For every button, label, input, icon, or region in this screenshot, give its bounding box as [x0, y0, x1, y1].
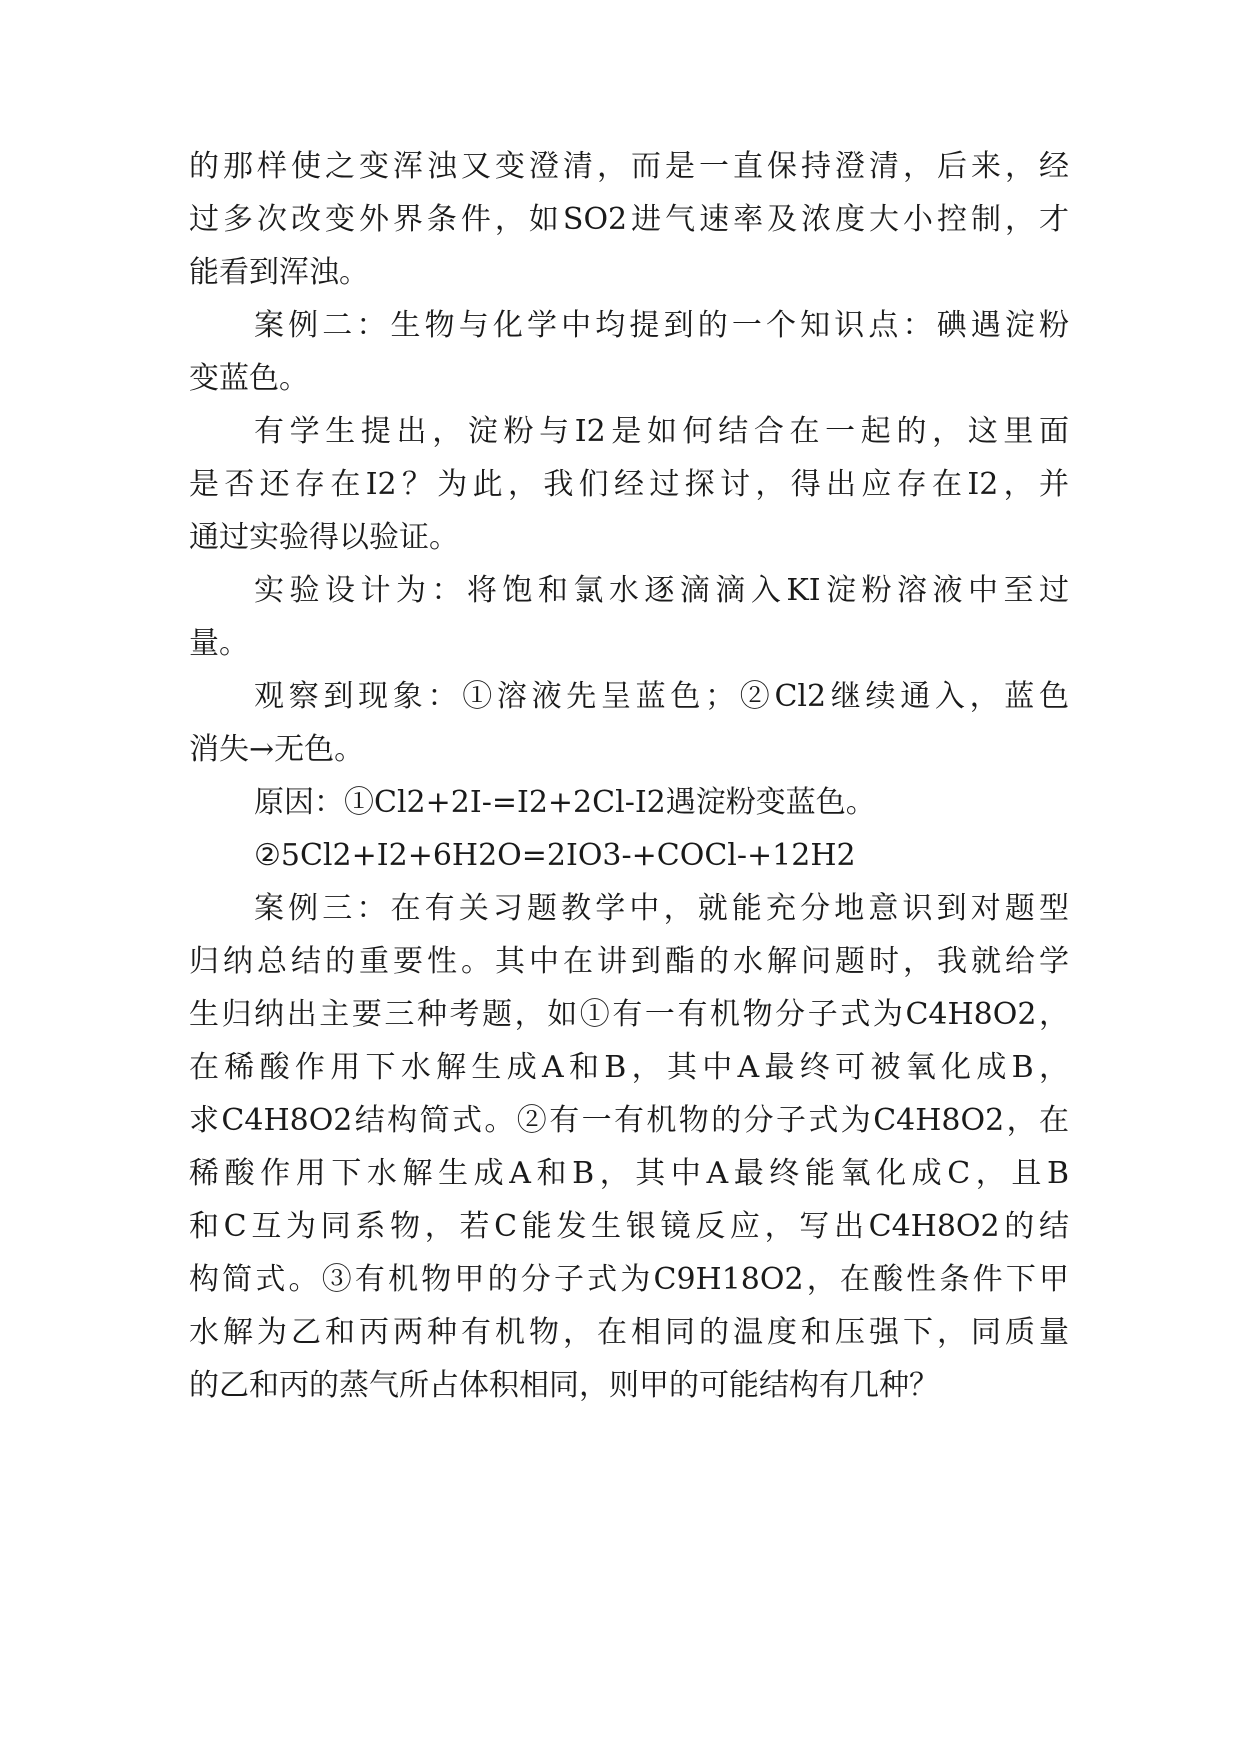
text-line: 实验设计为：将饱和氯水逐滴滴入KI淀粉溶液中至过	[254, 573, 1069, 608]
text-line: 的乙和丙的蒸气所占体积相同，则甲的可能结构有几种？	[189, 1368, 939, 1403]
text-line: 能看到浑浊。	[189, 255, 369, 290]
text-line: ②5Cl2+I2+6H2O=2IO3-+COCl-+12H2	[254, 838, 856, 873]
text-line: 归纳总结的重要性。其中在讲到酯的水解问题时，我就给学	[189, 944, 1069, 979]
text-line: 构简式。③有机物甲的分子式为C9H18O2，在酸性条件下甲	[189, 1262, 1069, 1297]
text-line: 在稀酸作用下水解生成A和B，其中A最终可被氧化成B，	[189, 1050, 1069, 1085]
text-line: 和C互为同系物，若C能发生银镜反应，写出C4H8O2的结	[189, 1209, 1069, 1244]
text-line: 是否还存在I2？为此，我们经过探讨，得出应存在I2，并	[189, 467, 1069, 502]
text-line: 的那样使之变浑浊又变澄清，而是一直保持澄清，后来，经	[189, 149, 1069, 184]
text-line: 观察到现象：①溶液先呈蓝色；②Cl2继续通入，蓝色	[254, 679, 1069, 714]
text-line: 通过实验得以验证。	[189, 520, 459, 555]
text-line: 有学生提出，淀粉与I2是如何结合在一起的，这里面	[254, 414, 1069, 449]
text-line: 消失→无色。	[189, 732, 365, 767]
text-line: 过多次改变外界条件，如SO2进气速率及浓度大小控制，才	[189, 202, 1069, 237]
text-line: 量。	[189, 626, 249, 661]
text-line: 案例二：生物与化学中均提到的一个知识点：碘遇淀粉	[254, 308, 1069, 343]
text-line: 变蓝色。	[189, 361, 309, 396]
text-line: 原因：①Cl2+2I-=I2+2Cl-I2遇淀粉变蓝色。	[254, 785, 876, 820]
text-line: 案例三：在有关习题教学中，就能充分地意识到对题型	[254, 891, 1069, 926]
text-line: 水解为乙和丙两种有机物，在相同的温度和压强下，同质量	[189, 1315, 1069, 1350]
text-line: 稀酸作用下水解生成A和B，其中A最终能氧化成C，且B	[189, 1156, 1069, 1191]
text-line: 求C4H8O2结构简式。②有一有机物的分子式为C4H8O2，在	[189, 1103, 1069, 1138]
text-line: 生归纳出主要三种考题，如①有一有机物分子式为C4H8O2，	[189, 997, 1069, 1032]
